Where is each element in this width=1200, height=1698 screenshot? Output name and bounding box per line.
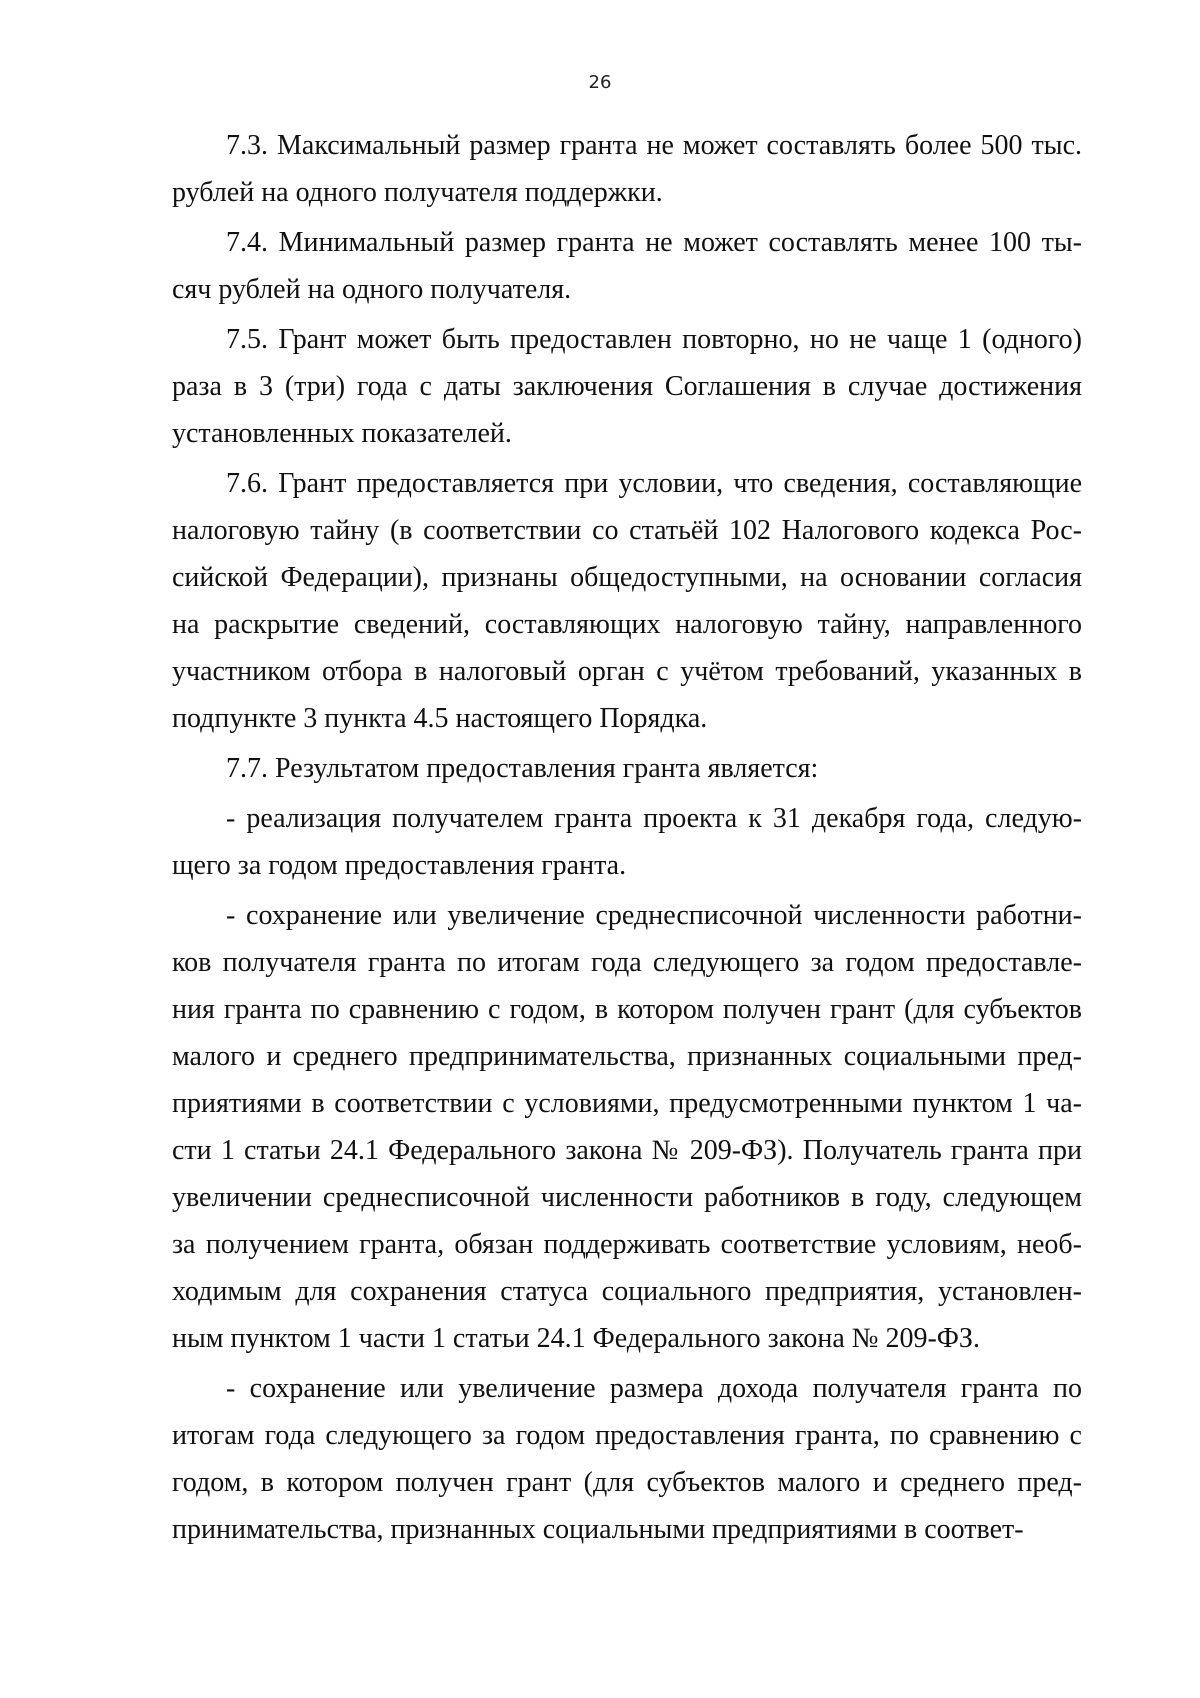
paragraph-line: налоговую тайну (в соответствии со статьёй 102 Налогового кодекса Рос- — [172, 515, 1082, 546]
paragraph-line: ным пунктом 1 части 1 статьи 24.1 Федерального закона № 209-ФЗ. — [172, 1323, 980, 1354]
document-paragraph — [172, 745, 1082, 792]
paragraph-line: на раскрытие сведений, составляющих налоговую тайну, направленного — [172, 609, 1082, 640]
paragraph-line: ходимым для сохранения статуса социального предприятия, установлен- — [172, 1276, 1082, 1307]
document-paragraph — [172, 892, 1082, 1362]
paragraph-line: - реализация получателем гранта проекта к 31 декабря года, следую- — [226, 803, 1082, 834]
paragraph-line: итогам года следующего за годом предоставления гранта, по сравнению с — [172, 1420, 1082, 1451]
paragraph-line: 7.6. Грант предоставляется при условии, что сведения, составляющие — [226, 468, 1082, 499]
document-paragraph — [172, 795, 1082, 889]
document-body — [172, 122, 1082, 1556]
paragraph-line: участником отбора в налоговый орган с учётом требований, указанных в — [172, 656, 1082, 687]
paragraph-line: принимательства, признанных социальными предприятиями в соответ- — [172, 1514, 1024, 1545]
document-paragraph — [172, 219, 1082, 313]
paragraph-line: ков получателя гранта по итогам года следующего за годом предоставле- — [172, 947, 1082, 978]
paragraph-line: годом, в котором получен грант (для субъектов малого и среднего пред- — [172, 1467, 1082, 1498]
paragraph-line: 7.3. Максимальный размер гранта не может составлять более 500 тыс. — [226, 130, 1082, 161]
paragraph-line: 7.5. Грант может быть предоставлен повторно, но не чаще 1 (одного) — [226, 324, 1082, 355]
page-number: 26 — [588, 72, 612, 93]
paragraph-line: увеличении среднесписочной численности работников в году, следующем — [172, 1182, 1082, 1213]
paragraph-line: сти 1 статьи 24.1 Федерального закона № 209-ФЗ). Получатель гранта при — [172, 1135, 1082, 1166]
paragraph-line: установленных показателей. — [172, 418, 512, 449]
paragraph-line: 7.7. Результатом предоставления гранта является: — [226, 753, 819, 784]
paragraph-line: ния гранта по сравнению с годом, в котором получен грант (для субъектов — [172, 994, 1082, 1025]
document-paragraph — [172, 122, 1082, 216]
paragraph-line: - сохранение или увеличение размера дохода получателя гранта по — [226, 1373, 1082, 1404]
paragraph-line: щего за годом предоставления гранта. — [172, 850, 627, 881]
paragraph-line: приятиями в соответствии с условиями, предусмотренными пунктом 1 ча- — [172, 1088, 1082, 1119]
paragraph-line: подпункте 3 пункта 4.5 настоящего Порядка. — [172, 703, 708, 734]
paragraph-line: за получением гранта, обязан поддерживать соответствие условиям, необ- — [172, 1229, 1082, 1260]
paragraph-line: сяч рублей на одного получателя. — [172, 274, 572, 305]
paragraph-line: сийской Федерации), признаны общедоступными, на основании согласия — [172, 562, 1082, 593]
document-paragraph — [172, 460, 1082, 742]
paragraph-line: малого и среднего предпринимательства, признанных социальными пред- — [172, 1041, 1082, 1072]
paragraph-line: - сохранение или увеличение среднесписочной численности работни- — [226, 900, 1082, 931]
document-paragraph — [172, 1365, 1082, 1553]
paragraph-line: раза в 3 (три) года с даты заключения Соглашения в случае достижения — [172, 371, 1082, 402]
paragraph-line: 7.4. Минимальный размер гранта не может составлять менее 100 ты- — [226, 227, 1082, 258]
document-paragraph — [172, 316, 1082, 457]
paragraph-line: рублей на одного получателя поддержки. — [172, 177, 663, 208]
